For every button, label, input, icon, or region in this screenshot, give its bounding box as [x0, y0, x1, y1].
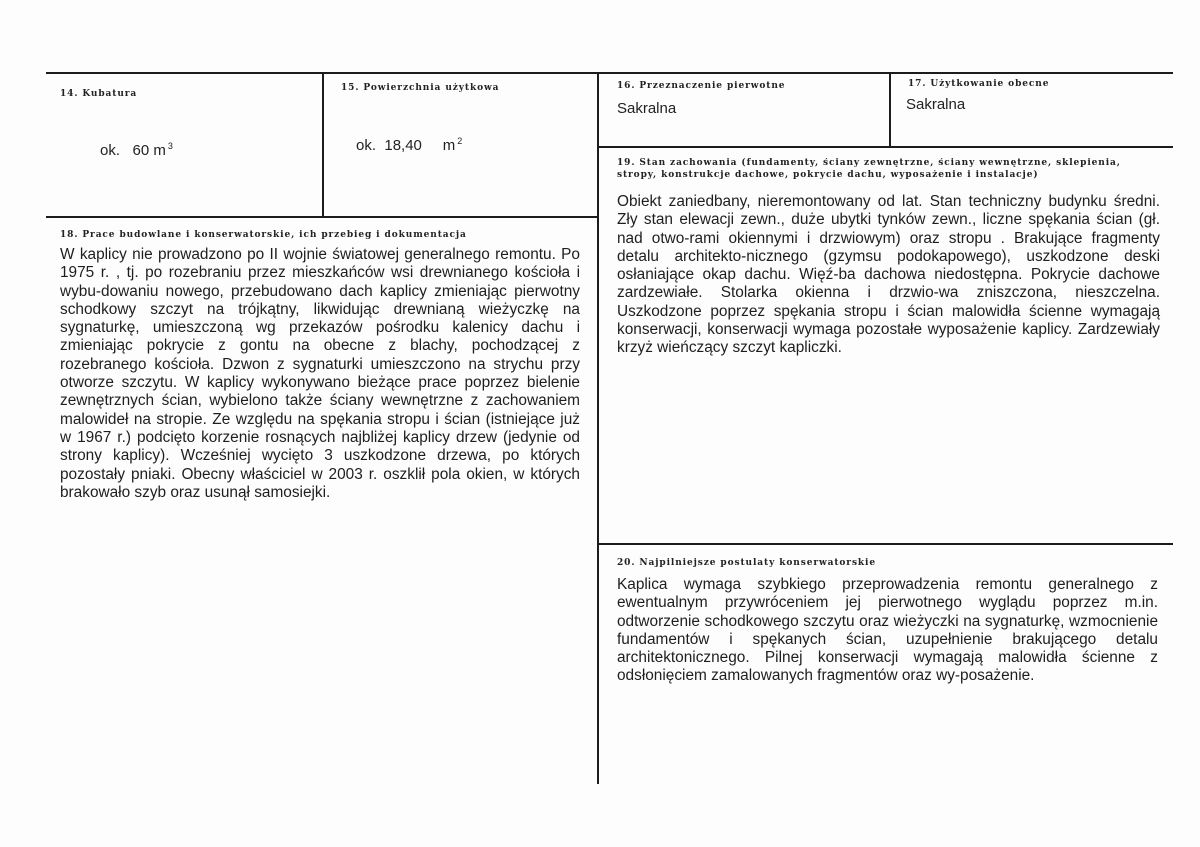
field-14-number: 60	[132, 142, 150, 159]
field-16-value: Sakralna	[617, 100, 677, 117]
field-18-text: W kaplicy nie prowadzono po II wojnie światowej generalnego remontu. Po 1975 r. , tj. po rozebraniu przez mieszkańców wsi drewnianego kościoła i wybu-dowaniu nowego, przebudowano dach kaplicy zmieniając pierwotny schodkowy szczyt na trójkątny, likwidując drewnianą wieżyczkę na sygnaturkę, umieszczoną wg przekazów pośrodku kalenicy dachu i zmieniając pokrycie z gontu na obecne z blachy, pochodzącej z rozebranego kościoła. Dzwon z sygnaturki umieszczono na strychu przy otworze szczytu. W kaplicy wykonywano bieżące prace poprzez bielenie zewnętrznych ścian, wybielono także ściany wewnętrzne z zachowaniem malowideł na stropie. Ze względu na spękania stropu i ścian (istniejące już w 1967 r.) podcięto korzenie rosnących najbliżej kaplicy drzew (jedynie od strony kaplicy). Wcześniej wycięto 3 uszkodzone drzewa, po których pozostały pniaki. Obecny właściciel w 2003 r. oszklił pola okien, w których brakowało szyb oraz usunął samosiejki.	[60, 246, 580, 501]
field-14-label: 14. Kubatura	[60, 89, 138, 99]
field-14-value	[100, 141, 173, 159]
rule-under-14-15	[46, 216, 598, 218]
field-15-prefix: ok.	[356, 137, 377, 154]
divider-center	[597, 72, 599, 784]
field-15-value	[356, 136, 462, 154]
field-15-number: 18,40	[384, 137, 422, 154]
field-20-label: 20. Najpilniejsze postulaty konserwatorskie	[617, 558, 876, 568]
field-15-label: 15. Powierzchnia użytkowa	[341, 83, 500, 93]
field-14-prefix: ok.	[100, 142, 121, 159]
field-16-label: 16. Przeznaczenie pierwotne	[617, 81, 786, 91]
field-18-label: 18. Prace budowlane i konserwatorskie, ich przebieg i dokumentacja	[60, 230, 467, 240]
top-border	[46, 72, 1173, 74]
field-17-value: Sakralna	[906, 96, 966, 113]
field-17-label: 17. Użytkowanie obecne	[908, 79, 1050, 89]
field-20-text: Kaplica wymaga szybkiego przeprowadzenia remontu generalnego z ewentualnym przywróceniem jej pierwotnego wyglądu poprzez m.in. odtworzenie schodkowego szczytu oraz wieżyczki na sygnaturkę, wzmocnienie fundamentów i spękanych ścian, uzupełnienie brakującego detalu architektonicznego. Pilnej konserwacji wymagają malowidła ścienne z odsłonięciem zamalowanych fragmentów oraz wy-posażenie.	[617, 576, 1158, 685]
field-14-exponent: 3	[167, 141, 173, 151]
field-19-label: 19. Stan zachowania (fundamenty, ściany zewnętrzne, ściany wewnętrzne, sklepienia, stropy, konstrukcje dachowe, pokrycie dachu, wyposażenie i instalacje)	[617, 158, 1121, 180]
divider-16-17	[889, 72, 891, 147]
rule-under-19	[599, 543, 1173, 545]
field-19-text: Obiekt zaniedbany, nieremontowany od lat. Stan techniczny budynku średni. Zły stan elewacji zewn., duże ubytki tynków zewn., liczne spękania ścian (gł. nad otwo-rami okiennymi i drzwiowym) oraz stropu . Brakujące fragmenty detalu architekto-nicznego (gzymsu podokapowego), uszkodzone deski osłaniające okap dachu. Więź-ba dachowa niedostępna. Pokrycie dachowe zardzewiałe. Stolarka okienna i drzwio-wa zniszczona, nieszczelna. Uszkodzone poprzez spękania stropu i ścian malowidła ścienne wymagają konserwacji, konserwacji wymaga pozostałe wyposażenie kaplicy. Zardzewiały krzyż wieńczący szczyt kapliczki.	[617, 193, 1160, 357]
field-15-exponent: 2	[457, 136, 463, 146]
divider-14-15	[322, 72, 324, 218]
field-15-unit: m	[442, 137, 456, 154]
field-14-unit: m	[153, 142, 166, 159]
rule-under-16-17	[599, 146, 1173, 148]
